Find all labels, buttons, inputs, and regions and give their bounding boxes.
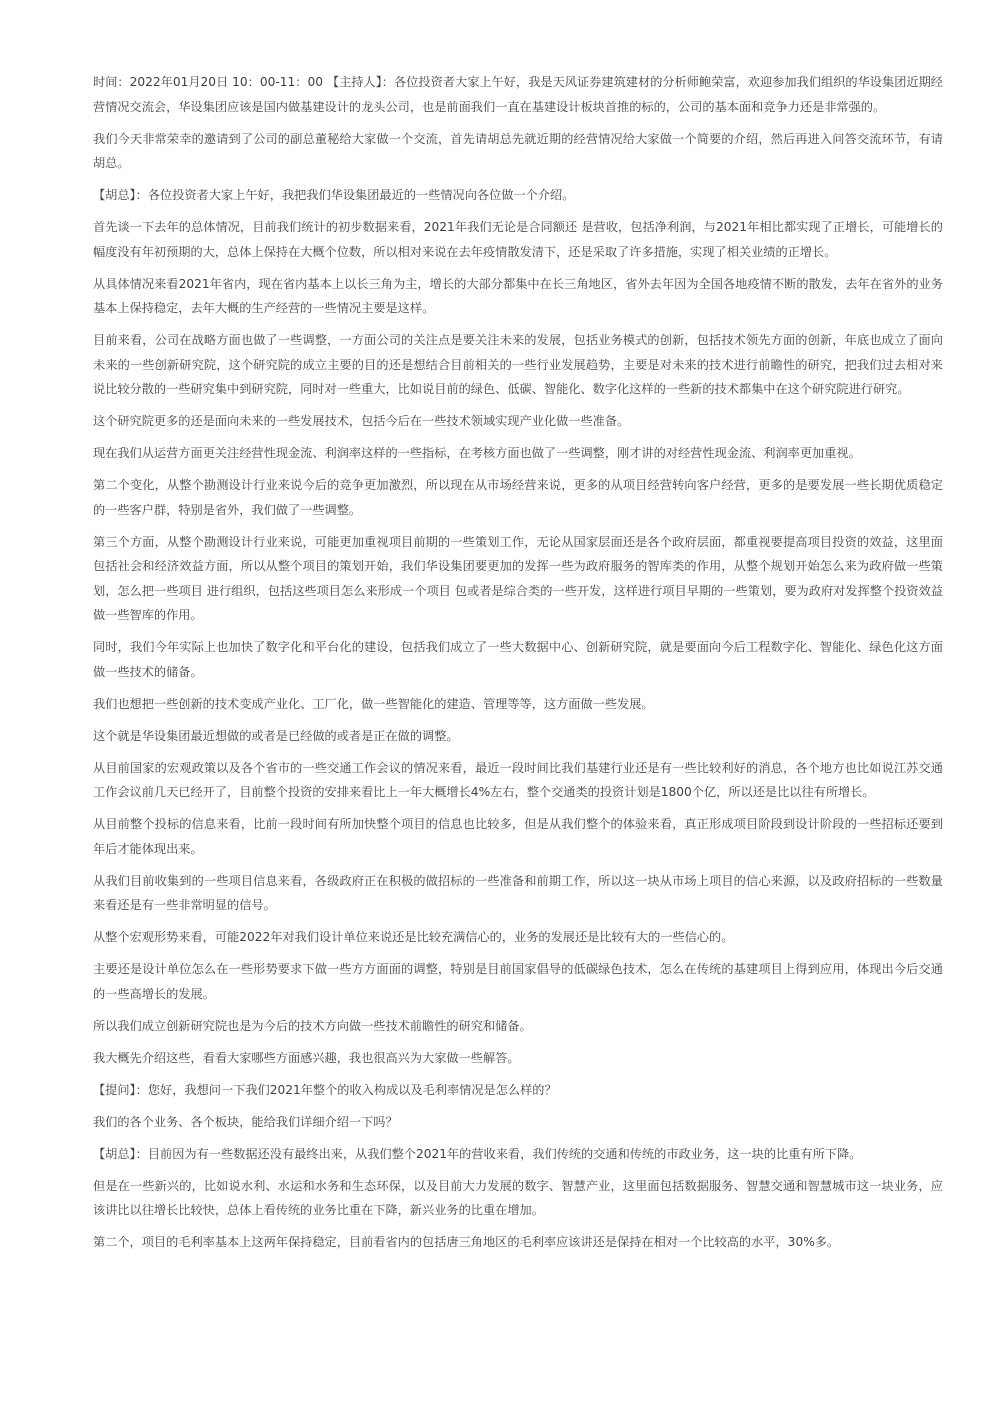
paragraph-7: 这个研究院更多的还是面向未来的一些发展技术，包括今后在一些技术领域实现产业化做一些准备。 — [93, 414, 630, 428]
paragraph-1: 时间：2022年01月20日 10：00-11：00 【主持人】：各位投资者大家上午好，我是天风证券建筑建材的分析师鲍荣富，欢迎参加我们组织的华设集团近期经营情况交流会，华设集团应该是国内做基建设计的龙头公司，也是前面我们一直在基建设计板块首推的标的，公司的基本面和竞争力还是非常强的。 — [93, 75, 943, 114]
paragraph-13: 这个就是华设集团最近想做的或者是已经做的或者是正在做的调整。 — [93, 728, 459, 743]
paragraph-19: 所以我们成立创新研究院也是为今后的技术方向做一些技术前瞻性的研究和储备。 — [93, 1018, 532, 1033]
paragraph-17: 从整个宏观形势来看，可能2022年对我们设计单位来说还是比较充满信心的，业务的发展还是比较有大的一些信心的。 — [93, 930, 734, 944]
paragraph-4: 首先谈一下去年的总体情况，目前我们统计的初步数据来看，2021年我们无论是合同额还 是营收，包括净利润，与2021年相比都实现了正增长，可能增长的幅度没有年初预期的大，总体上保持在大概个位数，所以相对来说在去年疫情散发清下，还是采取了许多措施，实现了相关业绩的正增长。 — [93, 220, 943, 259]
paragraph-23: 【胡总】：目前因为有一些数据还没有最终出来，从我们整个2021年的营收来看，我们传统的交通和传统的市政业务，这一块的比重有所下降。 — [93, 1146, 862, 1161]
paragraph-10: 第三个方面，从整个勘测设计行业来说，可能更加重视项目前期的一些策划工作，无论从国家层面还是各个政府层面，都重视要提高项目投资的效益，这里面包括社会和经济效益方面，所以从整个项目的策划开始，我们华设集团要更加的发挥一些为政府服务的智库类的作用，从整个规划开始怎么来为政府做一些策划，怎么把一些项目 进行组织，包括这些项目怎么来形成一个项目 包或者是综合类的一些开发，这样进行项目早期的一些策划，要为政府对发挥整个投资效益做一些智库的作用。 — [93, 534, 943, 622]
paragraph-2: 我们今天非常荣幸的邀请到了公司的副总董秘给大家做一个交流，首先请胡总先就近期的经营情况给大家做一个简要的介绍，然后再进入问答交流环节，有请胡总。 — [93, 131, 943, 170]
paragraph-16: 从我们目前收集到的一些项目信息来看，各级政府正在积极的做招标的一些准备和前期工作，所以这一块从市场上项目的信心来源，以及政府招标的一些数量来看还是有一些非常明显的信号。 — [93, 873, 943, 912]
paragraph-5: 从具体情况来看2021年省内，现在省内基本上以长三角为主，增长的大部分都集中在长三角地区，省外去年因为全国各地疫情不断的散发，去年在省外的业务基本上保持稳定，去年大概的生产经营的一些情况主要是这样。 — [93, 276, 943, 315]
paragraph-12: 我们也想把一些创新的技术变成产业化、工厂化，做一些智能化的建造、管理等等，这方面做一些发展。 — [93, 696, 654, 711]
paragraph-14: 从目前国家的宏观政策以及各个省市的一些交通工作会议的情况来看，最近一段时间比我们基建行业还是有一些比较利好的消息，各个地方也比如说江苏交通工作会议前几天已经开了，目前整个投资的安排来看比上一年大概增长4%左右，整个交通类的投资计划是1800个亿，所以还是比以往有所增长。 — [93, 760, 943, 799]
paragraph-11: 同时，我们今年实际上也加快了数字化和平台化的建设，包括我们成立了一些大数据中心、创新研究院，就是要面向今后工程数字化、智能化、绿色化这方面做一些技术的储备。 — [93, 640, 943, 679]
paragraph-3: 【胡总】：各位投资者大家上午好，我把我们华设集团最近的一些情况向各位做一个介绍。 — [93, 188, 575, 202]
paragraph-15: 从目前整个投标的信息来看，比前一段时间有所加快整个项目的信息也比较多，但是从我们整个的体验来看，真正形成项目阶段到设计阶段的一些招标还要到年后才能体现出来。 — [93, 817, 943, 856]
paragraph-24: 但是在一些新兴的，比如说水利、水运和水务和生态环保，以及目前大力发展的数字、智慧产业，这里面包括数据服务、智慧交通和智慧城市这一块业务，应该讲比以往增长比较快，总体上看传统的业务比重在下降，新兴业务的比重在增加。 — [93, 1178, 943, 1217]
paragraph-20: 我大概先介绍这些，看看大家哪些方面感兴趣，我也很高兴为大家做一些解答。 — [93, 1050, 520, 1065]
paragraph-22: 我们的各个业务、各个板块，能给我们详细介绍一下吗？ — [93, 1114, 398, 1129]
paragraph-9: 第二个变化，从整个勘测设计行业来说今后的竞争更加激烈，所以现在从市场经营来说，更多的从项目经营转向客户经营，更多的是要发展一些长期优质稳定的一些客户群，特别是省外，我们做了一些调整。 — [93, 478, 943, 517]
paragraph-21: 【提问】：您好，我想问一下我们2021年整个的收入构成以及毛利率情况是怎么样的？ — [93, 1082, 557, 1097]
document-body — [93, 70, 943, 1262]
paragraph-8: 现在我们从运营方面更关注经营性现金流、利润率这样的一些指标，在考核方面也做了一些调整，刚才讲的对经营性现金流、利润率更加重视。 — [93, 446, 861, 460]
paragraph-25: 第二个，项目的毛利率基本上这两年保持稳定，目前看省内的包括唐三角地区的毛利率应该讲还是保持在相对一个比较高的水平，30%多。 — [93, 1235, 840, 1249]
paragraph-18: 主要还是设计单位怎么在一些形势要求下做一些方方面面的调整，特别是目前国家倡导的低碳绿色技术，怎么在传统的基建项目上得到应用，体现出今后交通的一些高增长的发展。 — [93, 962, 943, 1001]
paragraph-6: 目前来看，公司在战略方面也做了一些调整，一方面公司的关注点是要关注未来的发展，包括业务模式的创新，包括技术领先方面的创新，年底也成立了面向未来的一些创新研究院，这个研究院的成立主要的目的还是想结合目前相关的一些行业发展趋势，主要是对未来的技术进行前瞻性的研究，把我们过去相对来说比较分散的一些研究集中到研究院，同时对一些重大，比如说目前的绿色、低碳、智能化、数字化这样的一些新的技术都集中在这个研究院进行研究。 — [93, 333, 943, 396]
